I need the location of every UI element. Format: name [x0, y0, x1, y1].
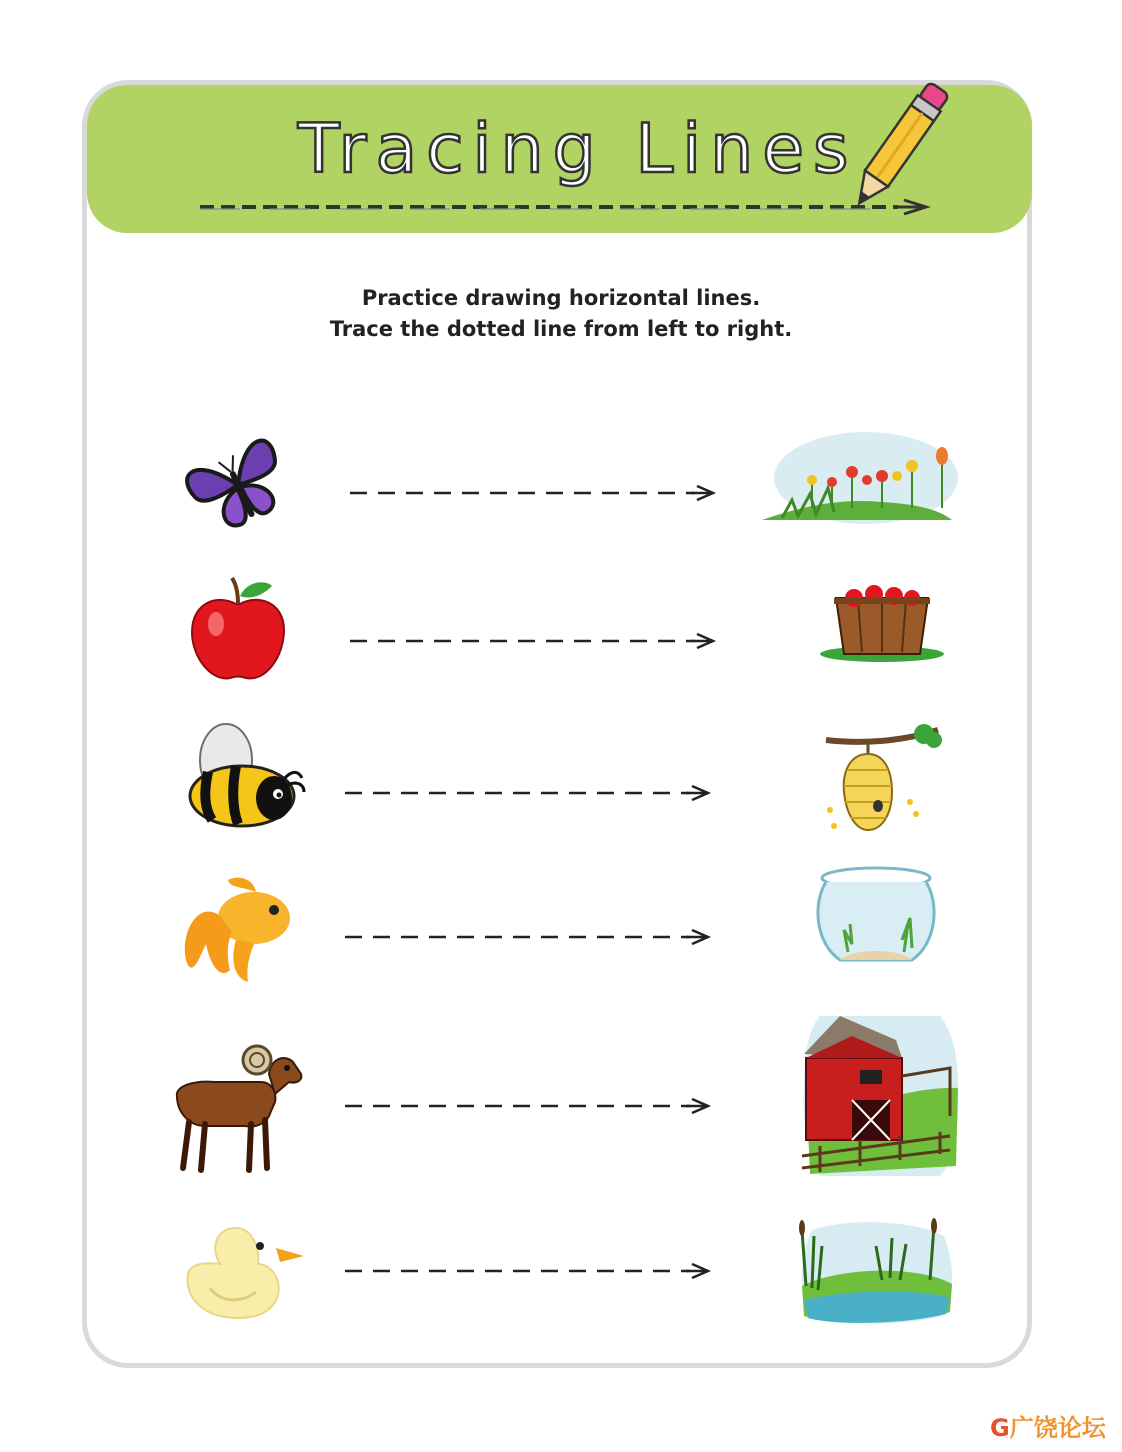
trace-line-2 [345, 628, 725, 654]
pond-icon [796, 1216, 956, 1328]
duckling-icon [180, 1218, 308, 1324]
watermark-logo-icon: G [990, 1414, 1010, 1442]
bee-icon [186, 720, 310, 832]
trace-line-3 [340, 780, 720, 806]
trace-line-6 [340, 1258, 720, 1284]
fishbowl-icon [812, 864, 942, 968]
page-title: Tracing Lines [298, 110, 858, 189]
instructions [0, 283, 1122, 345]
pencil-icon [840, 70, 960, 220]
butterfly-icon [180, 430, 300, 540]
goldfish-icon [170, 870, 296, 988]
beehive-icon [820, 722, 944, 836]
watermark [990, 1408, 1106, 1443]
apple-icon [188, 574, 288, 686]
instruction-line-1: Practice drawing horizontal lines. [361, 286, 761, 310]
ram-icon [165, 1036, 307, 1176]
barn-icon [800, 1006, 962, 1186]
flower-garden-icon [762, 428, 962, 528]
title-dotted-line [198, 196, 938, 220]
trace-line-5 [340, 1093, 720, 1119]
trace-line-4 [340, 924, 720, 950]
watermark-text: 广饶论坛 [1009, 1414, 1106, 1442]
trace-line-1 [345, 480, 725, 506]
instruction-line-2: Trace the dotted line from left to right. [329, 317, 793, 341]
apple-basket-icon [818, 584, 948, 662]
